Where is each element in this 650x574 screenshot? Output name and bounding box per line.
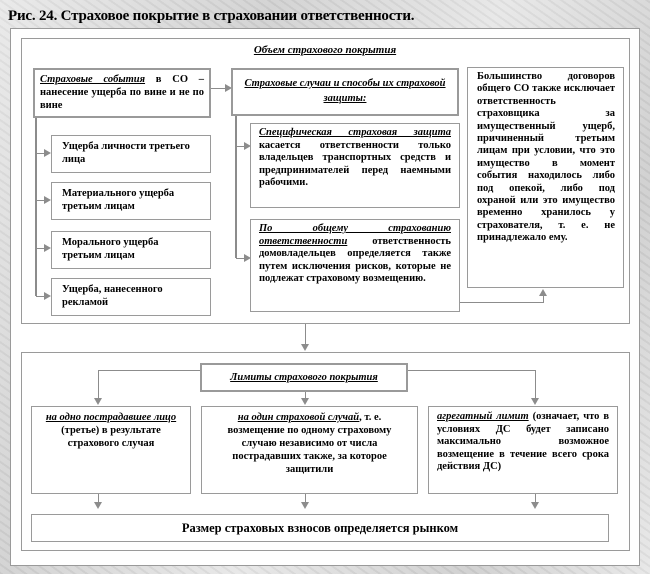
exclusion-text: Большинство договоров общего СО также исключает ответственность страховщика за имущественный ущерб, причиненный третьим лицам при условии, что это имущество в момент события находилось либо под опекой, либо под охраной или это имущество временно хранилось у страхователя, т. е. не принадлежало ему. bbox=[477, 71, 615, 244]
arrow-down-icon bbox=[301, 502, 309, 509]
arrow-down-icon bbox=[531, 502, 539, 509]
limit-aggregate-emph: агрегатный лимит bbox=[437, 411, 529, 422]
arrow-right-icon bbox=[44, 149, 51, 157]
arrow-right-icon bbox=[44, 292, 51, 300]
specific-protection-emph: Специфическая страховая защита bbox=[259, 127, 451, 138]
arrow-down-icon bbox=[94, 398, 102, 405]
arrow-down-icon bbox=[301, 344, 309, 351]
arrow-up-icon bbox=[539, 289, 547, 296]
connector-scope-limits bbox=[305, 324, 306, 344]
limit-per-event-text: , т. е. возмещение по одному страховому случаю независимо от числа пострадавших также, за которое защитили bbox=[227, 412, 392, 475]
premium-footer-box bbox=[31, 514, 609, 542]
damage-item-3 bbox=[51, 231, 211, 269]
damage-item-4-label: Ущерба, нанесенного рекламой bbox=[62, 284, 163, 308]
limit-aggregate-text: (означает, что в условиях ДС будет записано максимально возможное возмещение в течение всего срока действия ДС) bbox=[437, 411, 609, 472]
limit-per-person-box bbox=[31, 406, 191, 494]
insurance-cases-box bbox=[231, 68, 459, 116]
arrow-right-icon bbox=[44, 244, 51, 252]
premium-footer-label: Размер страховых взносов определяется рынком bbox=[181, 521, 459, 535]
insurance-events-emph: Страховые события bbox=[40, 74, 146, 85]
damage-item-2 bbox=[51, 182, 211, 220]
connector-general-exclusion bbox=[460, 302, 544, 303]
connector-exclusion-up bbox=[543, 295, 544, 303]
general-liability-emph: По общему страхованию ответственности bbox=[259, 223, 451, 247]
footer-drop-left bbox=[98, 494, 99, 502]
cases-vertical-connector bbox=[235, 116, 237, 258]
insurance-events-text: в СО – нанесение ущерба по вине и не по вине bbox=[40, 74, 204, 111]
general-liability-box bbox=[250, 219, 460, 312]
arrow-down-icon bbox=[94, 502, 102, 509]
exclusion-box bbox=[467, 67, 624, 288]
damage-item-1 bbox=[51, 135, 211, 173]
limit-per-event-emph: на один страховой случай bbox=[237, 412, 360, 423]
specific-protection-box bbox=[250, 123, 460, 208]
damage-item-4 bbox=[51, 278, 211, 316]
connector-events-cases bbox=[211, 88, 226, 89]
general-liability-text: ответственность домовладельцев определяется также путем исключения рисков, которые не подлежат страховому возмещению. bbox=[259, 235, 451, 284]
limits-branch-left bbox=[98, 370, 200, 371]
arrow-right-icon bbox=[44, 196, 51, 204]
events-vertical-connector bbox=[35, 118, 37, 296]
limits-heading-box bbox=[200, 363, 408, 392]
limits-drop-left bbox=[98, 370, 99, 398]
damage-item-3-label: Морального ущерба третьим лицам bbox=[62, 237, 159, 261]
limit-per-person-emph: на одно пострадавшее лицо bbox=[45, 412, 177, 423]
limit-per-event-box bbox=[201, 406, 418, 494]
limits-drop-right bbox=[535, 370, 536, 398]
arrow-down-icon bbox=[301, 398, 309, 405]
limits-heading: Лимиты страхового покрытия bbox=[230, 372, 378, 383]
insurance-cases-label: Страховые случаи и способы их страховой защиты: bbox=[244, 78, 446, 104]
footer-drop-right bbox=[535, 494, 536, 502]
figure-title: Рис. 24. Страховое покрытие в страховании ответственности. bbox=[8, 8, 415, 24]
damage-item-1-label: Ущерба личности третьего лица bbox=[62, 141, 190, 165]
footer-drop-center bbox=[305, 494, 306, 502]
arrow-down-icon bbox=[531, 398, 539, 405]
scope-heading: Объем страхового покрытия bbox=[253, 44, 397, 56]
limit-aggregate-box bbox=[428, 406, 618, 494]
specific-protection-text: касается ответственности только владельцев транспортных средств и предпринимателей перед наемными рабочими. bbox=[259, 139, 451, 188]
insurance-events-box bbox=[33, 68, 211, 118]
limit-per-person-text: (третье) в результате страхового случая bbox=[61, 425, 161, 449]
damage-item-2-label: Материального ущерба третьим лицам bbox=[62, 188, 175, 212]
